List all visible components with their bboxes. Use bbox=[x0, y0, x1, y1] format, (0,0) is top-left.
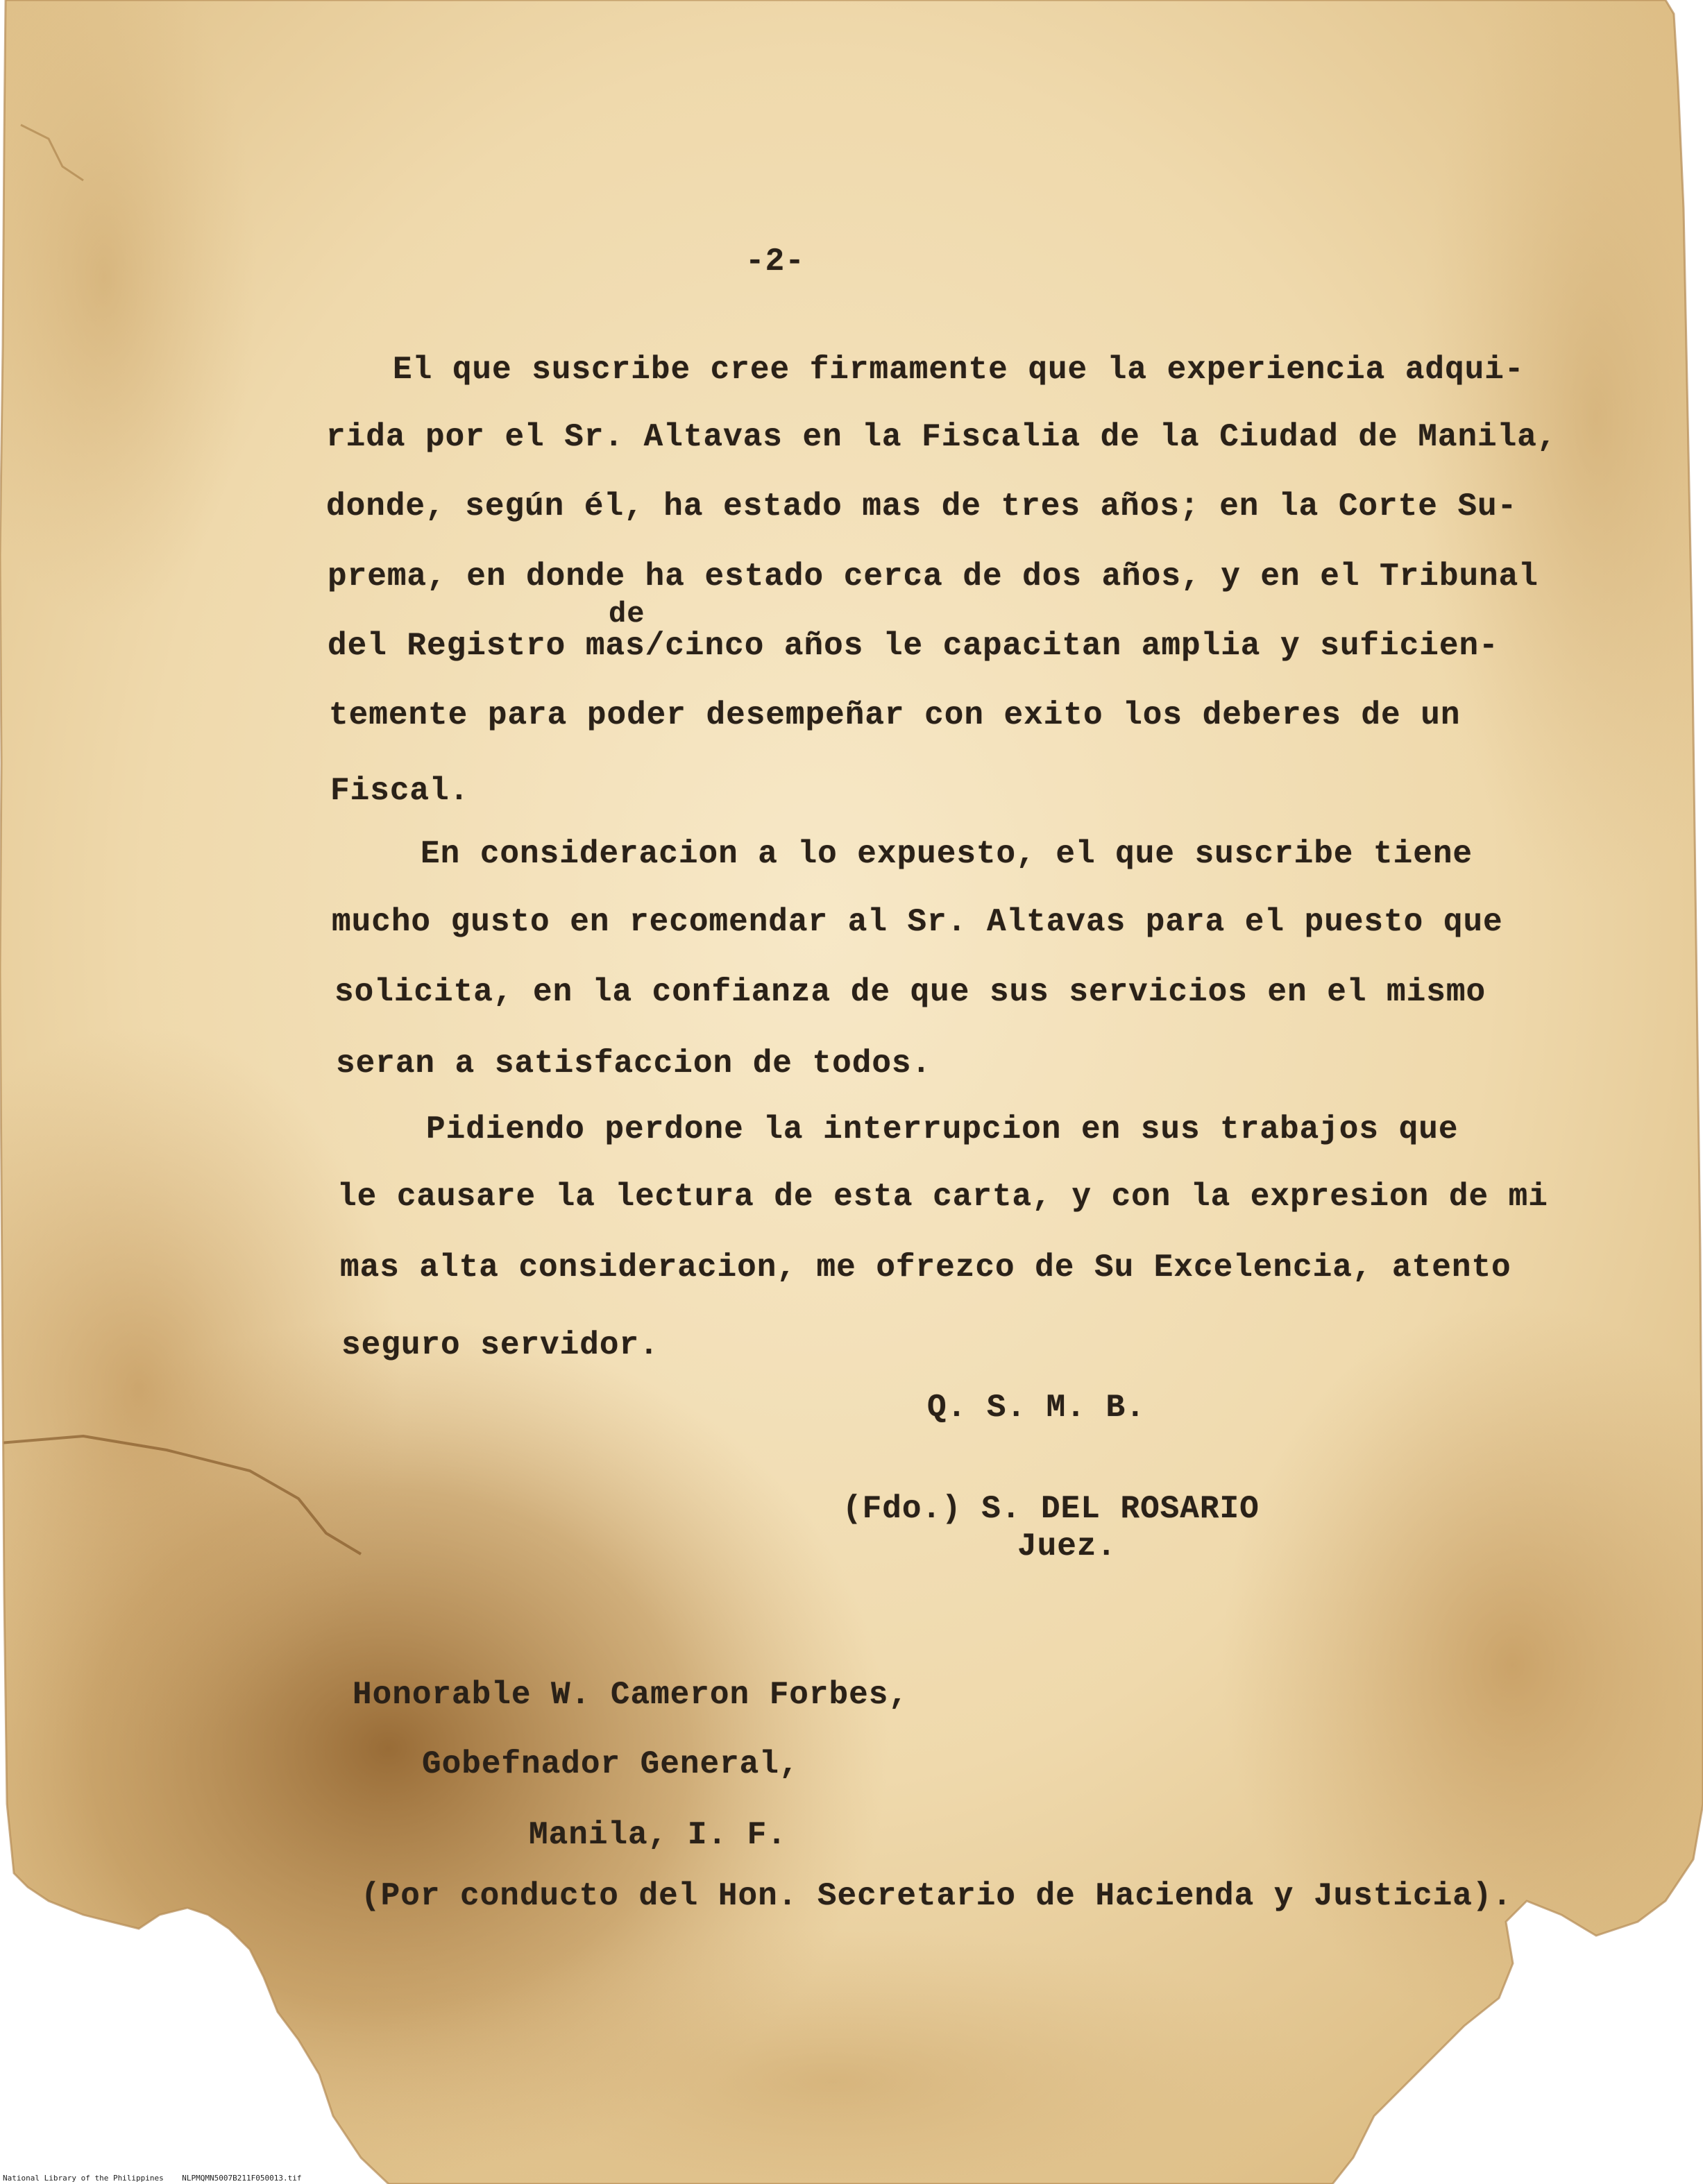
page-number: -2- bbox=[745, 244, 805, 280]
closing-formula: Q. S. M. B. bbox=[927, 1390, 1146, 1426]
body-line-6: temente para poder desempeñar con exito los deberes de un bbox=[329, 697, 1461, 733]
body-line-15: seguro servidor. bbox=[341, 1327, 659, 1363]
archive-footer-caption: National Library of the Philippines NLPMQMN5007B211F050013.tif bbox=[3, 2174, 302, 2183]
address-line-2: Gobefnador General, bbox=[422, 1746, 799, 1782]
body-line-3: donde, según él, ha estado mas de tres años; en la Corte Su- bbox=[326, 488, 1518, 524]
signature-name: (Fdo.) S. DEL ROSARIO bbox=[842, 1491, 1260, 1527]
body-line-5: del Registro mas/cinco años le capacitan amplia y suficien- bbox=[328, 628, 1499, 664]
body-line-8: En consideracion a lo expuesto, el que suscribe tiene bbox=[421, 836, 1473, 872]
address-line-1: Honorable W. Cameron Forbes, bbox=[353, 1677, 908, 1713]
body-line-9: mucho gusto en recomendar al Sr. Altavas para el puesto que bbox=[332, 904, 1503, 940]
body-line-1: El que suscribe cree firmamente que la experiencia adqui- bbox=[393, 352, 1525, 388]
body-line-14: mas alta consideracion, me ofrezco de Su Excelencia, atento bbox=[340, 1249, 1511, 1286]
body-line-7: Fiscal. bbox=[330, 773, 470, 809]
body-line-10: solicita, en la confianza de que sus servicios en el mismo bbox=[334, 974, 1486, 1010]
body-line-2: rida por el Sr. Altavas en la Fiscalia de la Ciudad de Manila, bbox=[326, 419, 1557, 455]
body-line-13: le causare la lectura de esta carta, y con la expresion de mi bbox=[337, 1179, 1548, 1215]
body-line-4: prema, en donde ha estado cerca de dos años, y en el Tribunal bbox=[328, 558, 1539, 595]
signature-title: Juez. bbox=[1017, 1528, 1117, 1564]
body-line-12: Pidiendo perdone la interrupcion en sus trabajos que bbox=[426, 1111, 1459, 1148]
address-line-3: Manila, I. F. bbox=[529, 1817, 787, 1853]
body-line-11: seran a satisfaccion de todos. bbox=[336, 1046, 932, 1082]
address-line-4: (Por conducto del Hon. Secretario de Hacienda y Justicia). bbox=[361, 1878, 1513, 1914]
handwritten-insertion: de bbox=[609, 597, 645, 631]
